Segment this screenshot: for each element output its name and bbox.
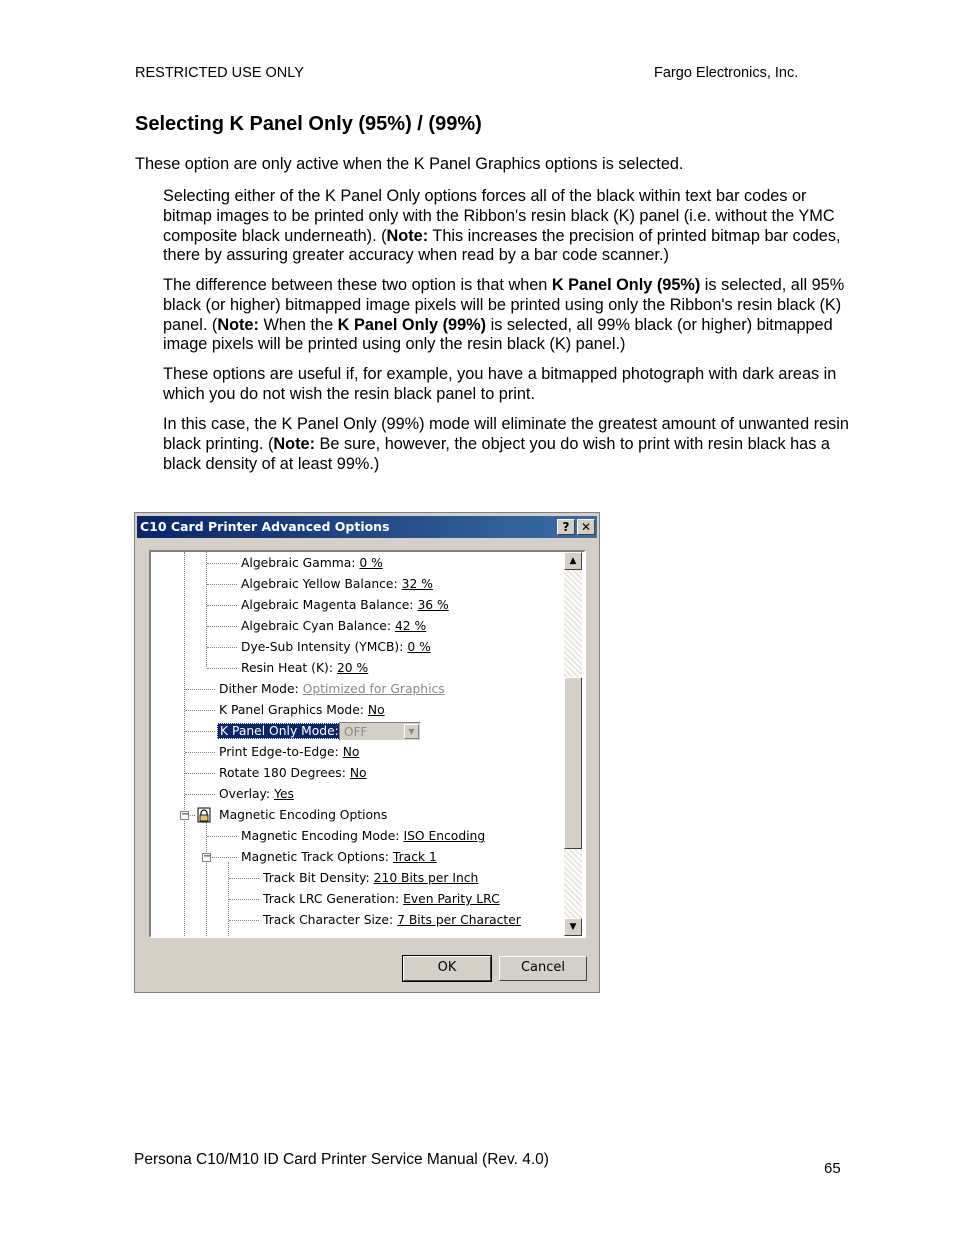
tree-guide-line	[229, 899, 259, 900]
p4-text-a: In this case, the K Panel Only (99%) mode will eliminate the greatest amount of unwanted resin black printing. (	[163, 415, 849, 453]
collapse-toggle-icon[interactable]: −	[181, 809, 190, 820]
collapse-toggle-icon[interactable]: −	[203, 851, 212, 862]
tree-group-magnetic-encoding[interactable]: Magnetic Encoding Options	[219, 808, 388, 822]
footer-manual-title: Persona C10/M10 ID Card Printer Service Manual (Rev. 4.0)	[134, 1151, 549, 1168]
p2-text-a: The difference between these two option is that when	[163, 276, 552, 294]
paragraph-4	[163, 415, 853, 474]
tree-guide-line	[207, 668, 237, 669]
p1-note: Note:	[386, 226, 429, 245]
p2-note: Note:	[217, 315, 259, 334]
tree-item[interactable]: Magnetic Encoding Mode: ISO Encoding	[241, 829, 486, 843]
tree-guide-line	[206, 820, 207, 936]
tree-guide-line	[185, 773, 215, 774]
tree-guide-line	[184, 552, 185, 936]
tree-guide-line	[206, 552, 207, 667]
dialog-titlebar	[137, 516, 597, 538]
tree-guide-line	[207, 626, 237, 627]
scroll-up-arrow-icon[interactable]: ▲	[564, 552, 582, 570]
tree-item[interactable]: Dither Mode: Optimized for Graphics	[219, 682, 445, 696]
tree-item[interactable]: Track Bit Density: 210 Bits per Inch	[263, 871, 479, 885]
paragraph-1	[163, 187, 853, 266]
close-button[interactable]: ✕	[577, 519, 595, 535]
lock-icon	[197, 807, 211, 823]
tree-item[interactable]: Algebraic Magenta Balance: 36 %	[241, 598, 449, 612]
tree-guide-line	[207, 857, 237, 858]
tree-scrollbar[interactable]	[564, 552, 582, 936]
p2-text-c: is selected, all 95% black (or higher) bitmapped image pixels will be printed using only the Ribbon's resin black (K) panel. (	[163, 276, 845, 334]
tree-guide-line	[185, 689, 215, 690]
k-panel-only-mode-select[interactable]: OFF ▼	[339, 722, 421, 741]
p4-note: Note:	[273, 434, 316, 453]
footer-page-number: 65	[824, 1160, 841, 1177]
chevron-down-icon: ▼	[404, 724, 419, 739]
help-button[interactable]: ?	[557, 519, 575, 535]
tree-item[interactable]: Print Edge-to-Edge: No	[219, 745, 360, 759]
tree-guide-line	[207, 836, 237, 837]
tree-item[interactable]: Magnetic Track Options: Track 1	[241, 850, 437, 864]
tree-item[interactable]: Overlay: Yes	[219, 787, 294, 801]
tree-item[interactable]: Track Character Size: 7 Bits per Character	[263, 913, 521, 927]
scroll-thumb[interactable]	[564, 677, 582, 849]
tree-guide-line	[185, 710, 215, 711]
k-panel-only-mode-label: K Panel Only Mode:	[217, 723, 342, 739]
tree-guide-line	[229, 920, 259, 921]
tree-guide-line	[185, 794, 215, 795]
section-title: Selecting K Panel Only (95%) / (99%)	[135, 113, 482, 135]
p1-text-b: This increases the precision of printed bitmap bar codes, there by assuring greater accuracy when read by a bar code scanner.)	[163, 226, 841, 265]
ok-button[interactable]: OK	[403, 956, 491, 981]
cancel-button[interactable]: Cancel	[499, 956, 587, 981]
page-header-left: RESTRICTED USE ONLY	[135, 65, 304, 81]
paragraph-3: These options are useful if, for example, you have a bitmapped photograph with dark areas in which you do not wish the resin black panel to print.	[163, 365, 837, 403]
p2-text-d: When the	[258, 315, 338, 334]
tree-guide-line	[207, 647, 237, 648]
p2-bold-2: K Panel Only (99%)	[337, 315, 487, 334]
tree-item-selected[interactable]	[217, 721, 342, 741]
tree-item[interactable]: K Panel Graphics Mode: No	[219, 703, 385, 717]
scroll-down-arrow-icon[interactable]: ▼	[564, 918, 582, 936]
tree-item[interactable]: Algebraic Cyan Balance: 42 %	[241, 619, 427, 633]
dialog-title: C10 Card Printer Advanced Options	[140, 519, 390, 534]
intro-paragraph: These option are only active when the K Panel Graphics options is selected.	[135, 155, 684, 173]
tree-guide-line	[185, 752, 215, 753]
tree-item[interactable]: Algebraic Yellow Balance: 32 %	[241, 577, 433, 591]
tree-guide-line	[207, 605, 237, 606]
p4-text-b: Be sure, however, the object you do wish to print with resin black has a black density of at least 99%.)	[163, 434, 830, 473]
options-tree	[149, 550, 586, 938]
page-header-right: Fargo Electronics, Inc.	[654, 65, 799, 81]
p1-text-a: Selecting either of the K Panel Only options forces all of the black within text bar codes or bitmap images to be printed only with the Ribbon's resin black (K) panel (i.e. without the YMC composite black underneath). (	[163, 187, 835, 245]
tree-item[interactable]: Rotate 180 Degrees: No	[219, 766, 367, 780]
tree-item[interactable]: Resin Heat (K): 20 %	[241, 661, 369, 675]
p2-bold-1: K Panel Only (95%)	[551, 276, 701, 294]
tree-guide-line	[185, 731, 215, 732]
tree-item[interactable]: Algebraic Gamma: 0 %	[241, 556, 383, 570]
tree-item[interactable]: Track LRC Generation: Even Parity LRC	[263, 892, 500, 906]
paragraph-2	[163, 276, 853, 355]
tree-item[interactable]: Dye-Sub Intensity (YMCB): 0 %	[241, 640, 431, 654]
tree-guide-line	[229, 878, 259, 879]
p2-text-e: is selected, all 99% black (or higher) bitmapped image pixels will be printed using only the resin black (K) panel.)	[163, 315, 833, 354]
tree-guide-line	[207, 563, 237, 564]
tree-guide-line	[207, 584, 237, 585]
advanced-options-dialog	[134, 512, 600, 993]
